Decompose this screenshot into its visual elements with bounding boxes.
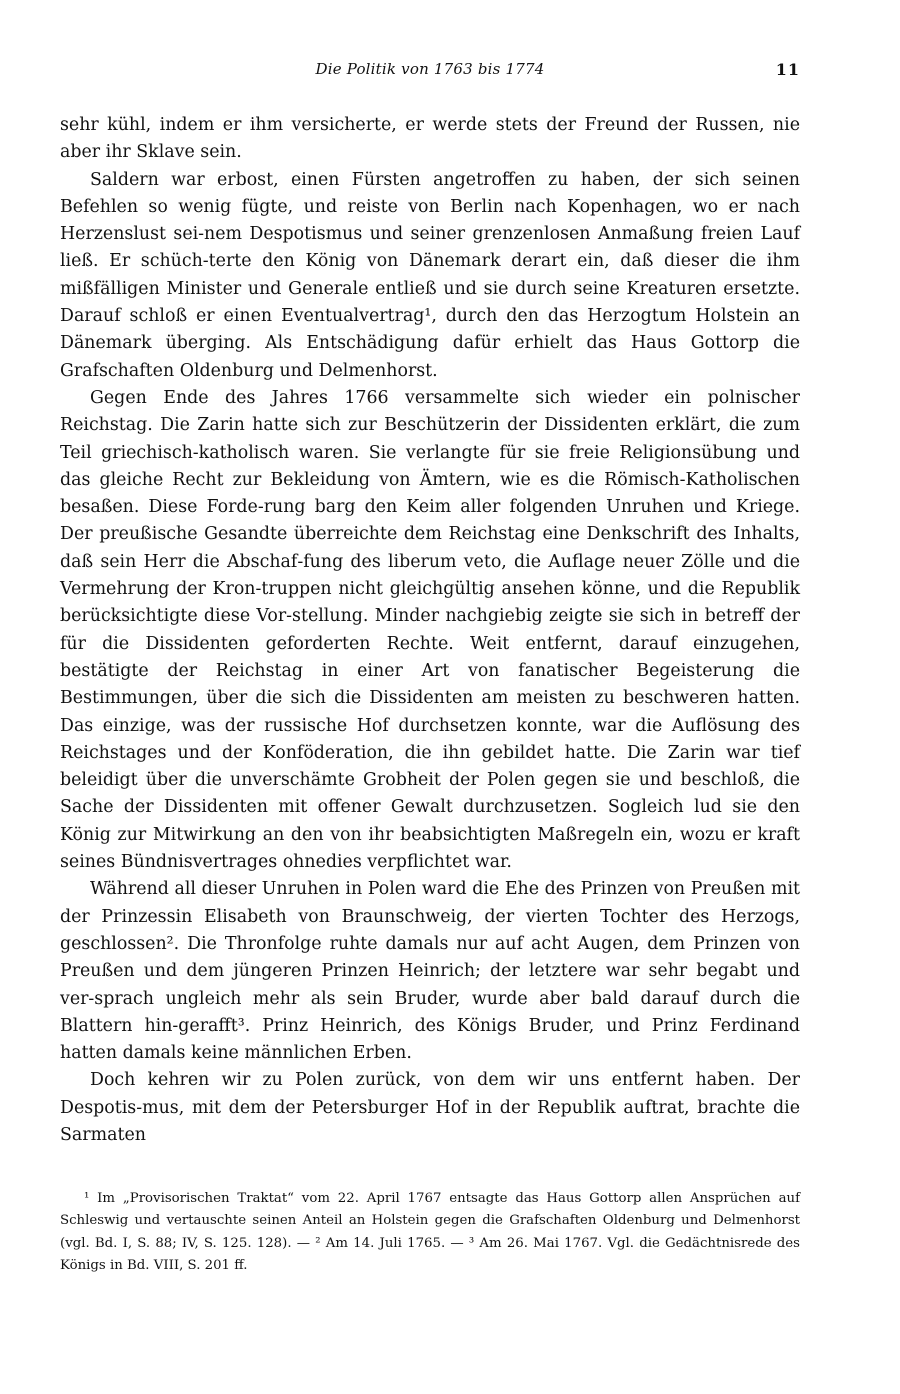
running-head [60,60,800,86]
footnote-block: ¹ Im „Provisorischen Traktat“ vom 22. April 1767 entsagte das Haus Gottorp allen Ansprüchen auf Schleswig und vertauschte seinen Anteil an Holstein gegen die Grafschaften Oldenburg und Delmenhorst (vgl. Bd. I, S. 88; IV, S. 125. 128). — ² Am 14. Juli 1765. — ³ Am 26. Mai 1767. Vgl. die Gedächtnisrede des Königs in Bd. VIII, S. 201 ff. [60,1191,800,1273]
body-text [60,112,800,1149]
paragraph-reichstag: Gegen Ende des Jahres 1766 versammelte sich wieder ein polnischer Reichstag. Die Zarin hatte sich zur Beschützerin der Dissidenten erklärt, die zum Teil griechisch‐katholisch waren. Sie verlangte für sie freie Religionsübung und das gleiche Recht zur Bekleidung von Ämtern, wie es die Römisch‐Katholischen besaßen. Diese Forde‐rung barg den Keim aller folgenden Unruhen und Kriege. Der preußische Gesandte überreichte dem Reichstag eine Denkschrift des Inhalts, daß sein Herr die Abschaf‐fung des liberum veto, die Auflage neuer Zölle und die Vermehrung der Kron‐truppen nicht gleichgültig ansehen könne, und die Republik berücksichtigte diese Vor‐stellung. Minder nachgiebig zeigte sie sich in betreff der für die Dissidenten geforderten Rechte. Weit entfernt, darauf einzugehen, bestätigte der Reichstag in einer Art von fanatischer Begeisterung die Bestimmungen, über die sich die Dissidenten am meisten zu beschweren hatten. Das einzige, was der russische Hof durchsetzen konnte, war die Auflösung des Reichstages und der Konföderation, die ihn gebildet hatte. Die Zarin war tief beleidigt über die unverschämte Grobheit der Polen gegen sie und beschloß, die Sache der Dissidenten mit offener Gewalt durchzusetzen. Sogleich lud sie den König zur Mitwirkung an den von ihr beabsichtigten Maßregeln ein, wozu er kraft seines Bündnisvertrages ohnedies verpflichtet war. [60,387,800,873]
paragraph-prince-marriage: Während all dieser Unruhen in Polen ward die Ehe des Prinzen von Preußen mit der Prinzessin Elisabeth von Braunschweig, der vierten Tochter des Herzogs, geschlossen². Die Thronfolge ruhte damals nur auf acht Augen, dem Prinzen von Preußen und dem jüngeren Prinzen Heinrich; der letztere war sehr begabt und ver‐sprach ungleich mehr als sein Bruder, wurde aber bald darauf durch die Blattern hin‐gerafft³. Prinz Heinrich, des Königs Bruder, und Prinz Ferdinand hatten damals keine männlichen Erben. [60,879,800,1064]
paragraph-continued: sehr kühl, indem er ihm versicherte, er werde stets der Freund der Russen, nie aber ihr Sklave sein. [60,115,800,163]
paragraph-saldern: Saldern war erbost, einen Fürsten angetroffen zu haben, der sich seinen Befehlen so wenig fügte, und reiste von Berlin nach Kopenhagen, wo er nach Herzenslust sei‐nem Despotismus und seiner grenzenlosen Anmaßung freien Lauf ließ. Er schüch‐terte den König von Dänemark derart ein, daß dieser die ihm mißfälligen Minister und Generale entließ und sie durch seine Kreaturen ersetzte. Darauf schloß er einen Eventualvertrag¹, durch den das Herzogtum Holstein an Dänemark überging. Als Entschädigung dafür erhielt das Haus Gottorp die Grafschaften Oldenburg und Delmenhorst. [60,169,800,381]
paragraph-poland-return: Doch kehren wir zu Polen zurück, von dem wir uns entfernt haben. Der Despotis‐mus, mit dem der Petersburger Hof in der Republik auftrat, brachte die Sarmaten [60,1070,800,1145]
running-title: Die Politik von 1763 bis 1774 [315,60,545,78]
footnotes [60,1188,800,1277]
page-number: 11 [775,60,800,79]
